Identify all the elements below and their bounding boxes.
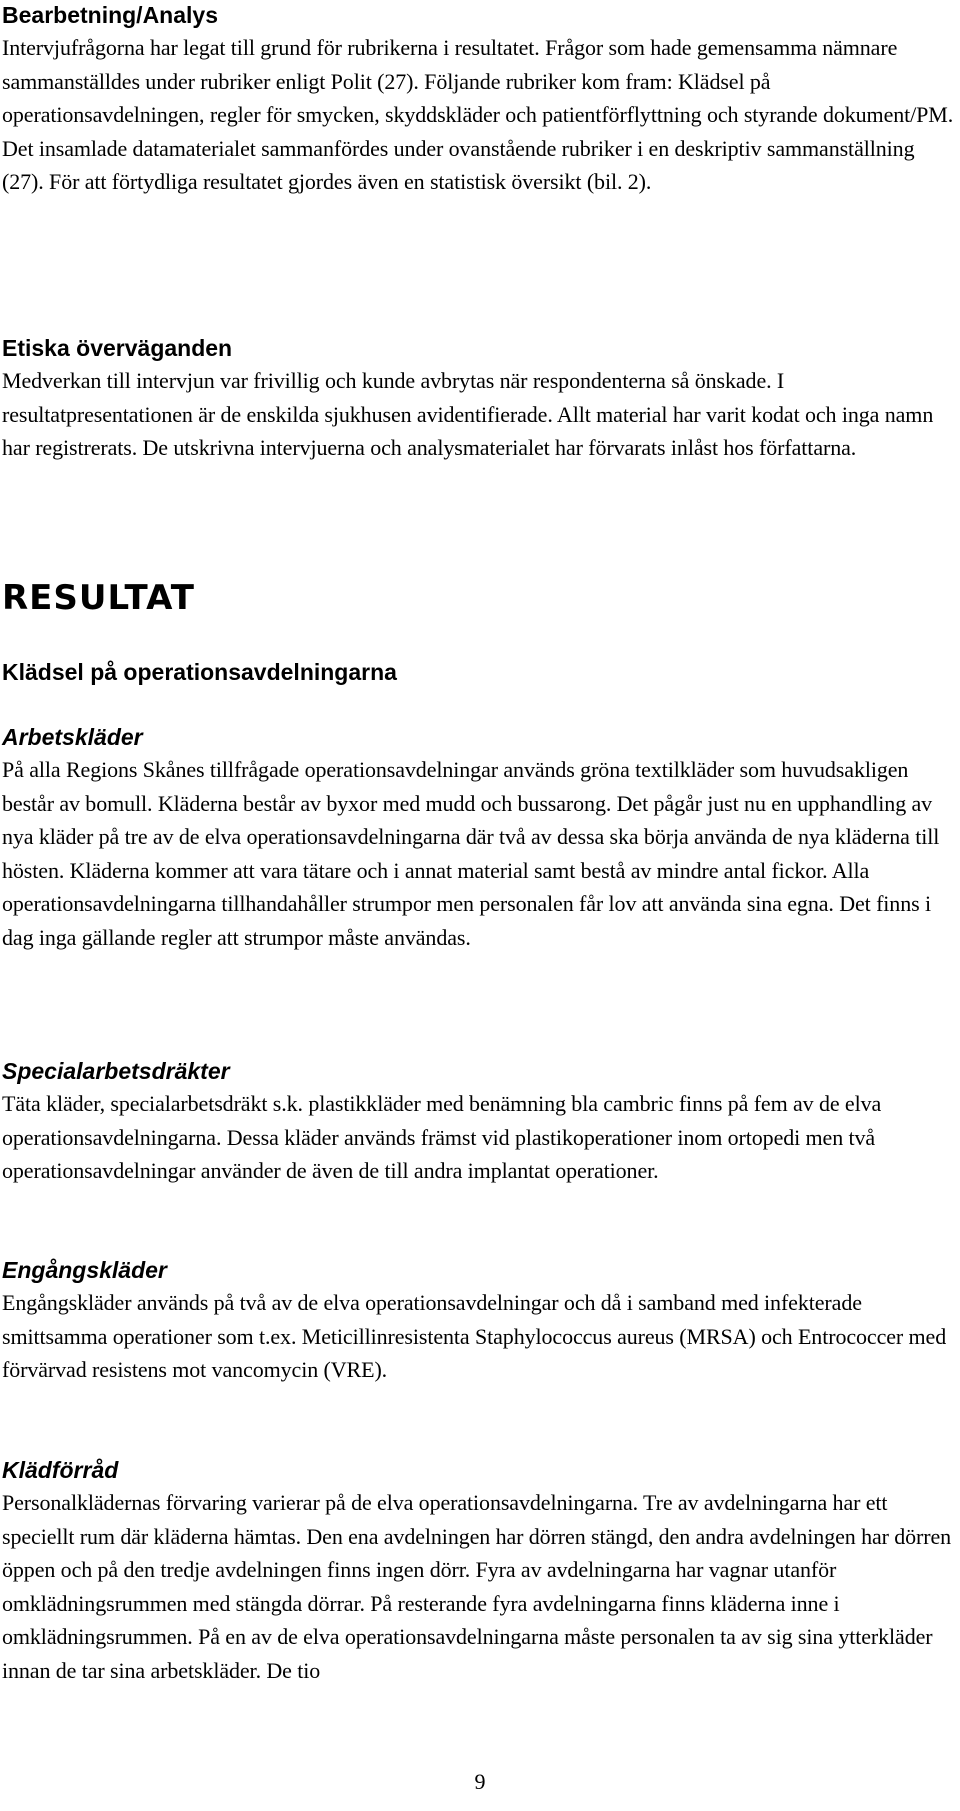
disposable-paragraph: Engångskläder används på två av de elva operationsavdelningar och då i samband med infekterade smittsamma operationer som t.ex. Meticillinresistenta Staphylococcus aureus (MRSA) och Entrococcer med förvärvad resistens mot vancomycin (VRE). bbox=[2, 1290, 947, 1382]
disposable-heading: Engångskläder bbox=[2, 1257, 167, 1283]
clothing-heading: Klädsel på operationsavdelningarna bbox=[2, 659, 397, 685]
ethics-heading: Etiska överväganden bbox=[2, 335, 233, 361]
analysis-paragraph: Intervjufrågorna har legat till grund för rubrikerna i resultatet. Frågor som hade gemensamma nämnare sammanställdes under rubriker enligt Polit (27). Följande rubriker kom fram: Klädsel på operationsavdelningen, regler för smycken, skyddskläder och patientförflyttning och styrande dokument/PM. Det insamlade datamaterialet sammanfördes under ovanstående rubriker i en deskriptiv sammanställning (27). För att förtydliga resultatet gjordes även en statistisk översikt (bil. 2). bbox=[2, 35, 954, 194]
result-heading: RESULTAT bbox=[2, 578, 195, 618]
page-number: 9 bbox=[474, 1769, 486, 1794]
ethics-paragraph: Medverkan till intervjun var frivillig och kunde avbrytas när respondenterna så önskade. I resultatpresentationen är de enskilda sjukhusen avidentifierade. Allt material har varit kodat och inga namn har registrerats. De utskrivna intervjuerna och analysmaterialet har förvarats inlåst hos författarna. bbox=[2, 368, 934, 460]
analysis-heading: Bearbetning/Analys bbox=[2, 2, 218, 28]
storage-paragraph: Personalklädernas förvaring varierar på de elva operationsavdelningarna. Tre av avdelningarna har ett speciellt rum där kläderna hämtas. Den ena avdelningen har dörren stängd, den andra avdelningen har dörren öppen och på den tredje avdelningen finns ingen dörr. Fyra av avdelningarna har vagnar utanför omklädningsrummen med stängda dörrar. På resterande fyra avdelningarna finns kläderna inne i omklädningsrummen. På en av de elva operationsavdelningarna måste personalen ta av sig sina ytterkläder innan de tar sina arbetskläder. De tio bbox=[2, 1490, 952, 1683]
work-clothes-heading: Arbetskläder bbox=[2, 724, 143, 750]
special-suits-paragraph: Täta kläder, specialarbetsdräkt s.k. plastikkläder med benämning bla cambric finns på fem av de elva operationsavdelningarna. Dessa kläder används främst vid plastikoperationer inom ortopedi men två operationsavdelningar använder de även de till andra implantat operationer. bbox=[2, 1091, 882, 1183]
special-suits-heading: Specialarbetsdräkter bbox=[2, 1058, 230, 1084]
storage-heading: Klädförråd bbox=[2, 1457, 119, 1483]
work-clothes-paragraph: På alla Regions Skånes tillfrågade operationsavdelningar används gröna textilkläder som huvudsakligen består av bomull. Kläderna består av byxor med mudd och bussarong. Det pågår just nu en upphandling av nya kläder på tre av de elva operationsavdelningarna där två av dessa ska börja använda de nya kläderna till hösten. Kläderna kommer att vara tätare och i annat material samt bestå av mindre antal fickor. Alla operationsavdelningarna tillhandahåller strumpor men personalen får lov att använda sina egna. Det finns i dag inga gällande regler att strumpor måste användas. bbox=[2, 757, 940, 950]
